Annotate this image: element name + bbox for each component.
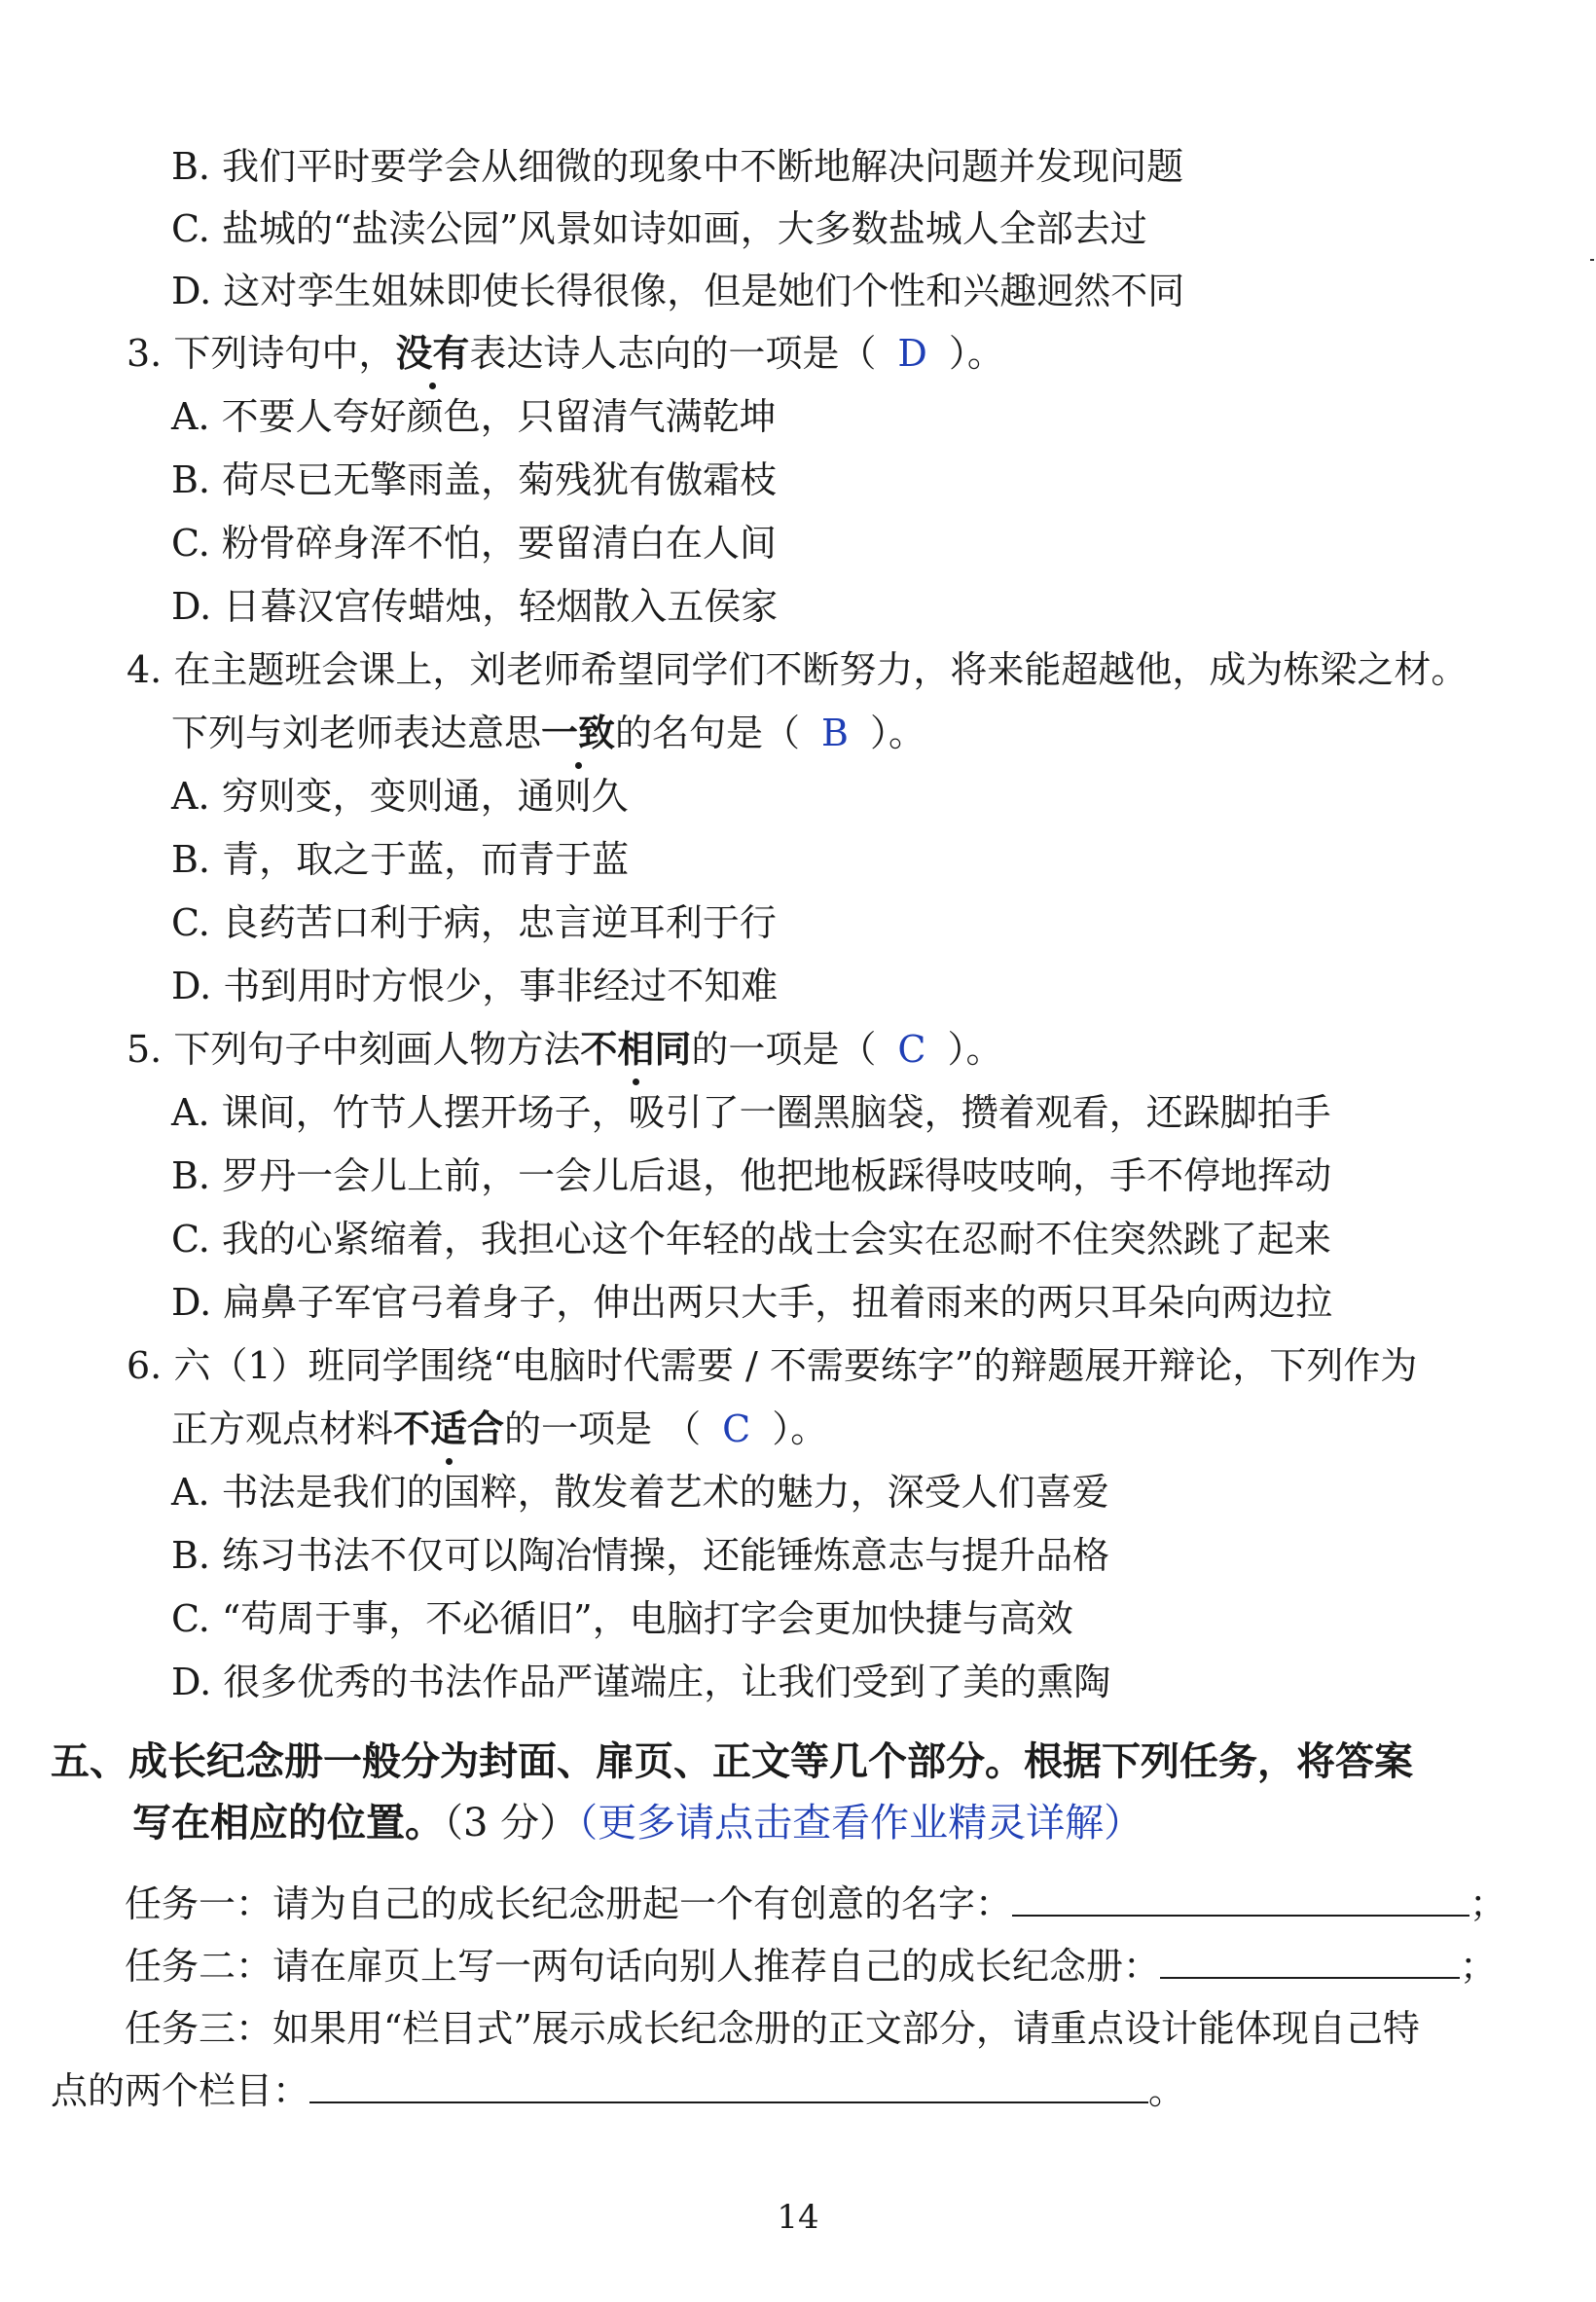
task3-prompt: 点的两个栏目： [51,2069,310,2112]
section5-heading-line2 [132,1798,1143,1848]
q6-prefix: 正方观点材料 [171,1407,394,1450]
task3-line1: 任务三：如果用“栏目式”展示成长纪念册的正文部分，请重点设计能体现自己特 [125,2007,1420,2050]
task1-end: ； [1469,1882,1507,1925]
q3-stem [127,331,1004,376]
q4-option-c: C. 良药苦口利于病，忠言逆耳利于行 [171,901,777,944]
task3-line2 [51,2068,1185,2113]
task1-prompt: 任务一：请为自己的成长纪念册起一个有创意的名字： [125,1882,1013,1925]
task3-blank[interactable] [309,2072,1148,2103]
q3-answer: D [897,332,927,375]
q6-option-a: A. 书法是我们的国粹，散发着艺术的魅力，深受人们喜爱 [171,1471,1109,1514]
section5-heading-text: 写在相应的位置。 [132,1801,444,1845]
section5-heading-line1: 五、成长纪念册一般分为封面、扉页、正文等几个部分。根据下列任务，将答案 [51,1739,1413,1784]
q3-option-b: B. 荷尽已无擎雨盖，菊残犹有傲霜枝 [171,458,778,501]
q6-option-c: C. “苟周于事，不必循旧”，电脑打字会更加快捷与高效 [171,1597,1073,1640]
q5-answer: C [897,1028,926,1071]
q5-option-d: D. 扁鼻子军官弓着身子，伸出两只大手，扭着雨来的两只耳朵向两边拉 [171,1281,1333,1324]
q3-suffix: 表达诗人志向的一项是（ [469,332,877,375]
task2-blank[interactable] [1160,1948,1460,1979]
task3-end: 。 [1148,2069,1186,2112]
q4-stem-line1: 4. 在主题班会课上，刘老师希望同学们不断努力，将来能超越他，成为栋梁之材。 [127,648,1469,691]
q4-prefix: 下列与刘老师表达意思 [171,712,542,754]
edge-mark [1590,259,1594,261]
q3-prefix: 3. 下列诗句中， [127,332,396,375]
q6-close: ）。 [772,1407,828,1450]
q6-emphasis: 不适合 [393,1407,505,1450]
page-number: 14 [777,2198,819,2237]
task2-prompt: 任务二：请在扉页上写一两句话向别人推荐自己的成长纪念册： [125,1945,1161,1988]
task1-blank[interactable] [1012,1885,1469,1917]
q2-option-c: C. 盐城的“盐渎公园”风景如诗如画，大多数盐城人全部去过 [171,207,1147,250]
q6-stem-line1: 6. 六（1）班同学围绕“电脑时代需要 / 不需要练字”的辩题展开辩论，下列作为 [127,1344,1418,1387]
q6-suffix: 的一项是 （ [504,1407,702,1450]
q2-option-d: D. 这对孪生姐妹即使长得很像，但是她们个性和兴趣迥然不同 [171,270,1185,312]
q6-stem-line2 [171,1407,827,1451]
q5-suffix: 的一项是（ [691,1028,877,1071]
q3-option-a: A. 不要人夸好颜色，只留清气满乾坤 [171,395,777,438]
q5-emphasis: 不相同 [580,1027,692,1071]
q5-option-a: A. 课间，竹节人摆开场子，吸引了一圈黑脑袋，攒着观看，还跺脚拍手 [171,1091,1331,1134]
task2-end: ； [1460,1945,1498,1988]
q6-option-b: B. 练习书法不仅可以陶冶情操，还能锤炼意志与提升品格 [171,1534,1110,1577]
q5-option-b: B. 罗丹一会儿上前，一会儿后退，他把地板踩得吱吱响，手不停地挥动 [171,1154,1332,1197]
q3-option-c: C. 粉骨碎身浑不怕，要留清白在人间 [171,522,777,565]
q4-option-b: B. 青，取之于蓝，而青于蓝 [171,838,630,881]
task2 [125,1944,1497,1989]
q4-suffix: 的名句是（ [615,712,801,754]
q3-emphasis: 没有 [395,331,470,375]
q5-stem [127,1027,1002,1072]
q4-answer: B [821,712,849,754]
q4-stem-line2 [171,711,925,755]
q4-close: ）。 [869,712,925,754]
q4-emphasis: 一致 [541,711,616,754]
q5-close: ）。 [947,1028,1003,1071]
q2-option-b: B. 我们平时要学会从细微的现象中不断地解决问题并发现问题 [171,145,1184,188]
q5-option-c: C. 我的心紧缩着，我担心这个年轻的战士会实在忍耐不住突然跳了起来 [171,1218,1331,1261]
q4-option-a: A. 穷则变，变则通，通则久 [171,775,629,818]
q3-option-d: D. 日暮汉宫传蜡烛，轻烟散入五侯家 [171,585,779,628]
q6-option-d: D. 很多优秀的书法作品严谨端庄，让我们受到了美的熏陶 [171,1661,1111,1703]
q4-option-d: D. 书到用时方恨少，事非经过不知难 [171,965,779,1007]
q6-answer: C [722,1407,751,1450]
section5-score: （3 分） [444,1801,579,1845]
task1 [125,1882,1506,1926]
q3-close: ）。 [948,332,1004,375]
section5-details-link[interactable]: （更多请点击查看作业精灵详解） [578,1801,1143,1845]
q5-prefix: 5. 下列句子中刻画人物方法 [127,1028,581,1071]
